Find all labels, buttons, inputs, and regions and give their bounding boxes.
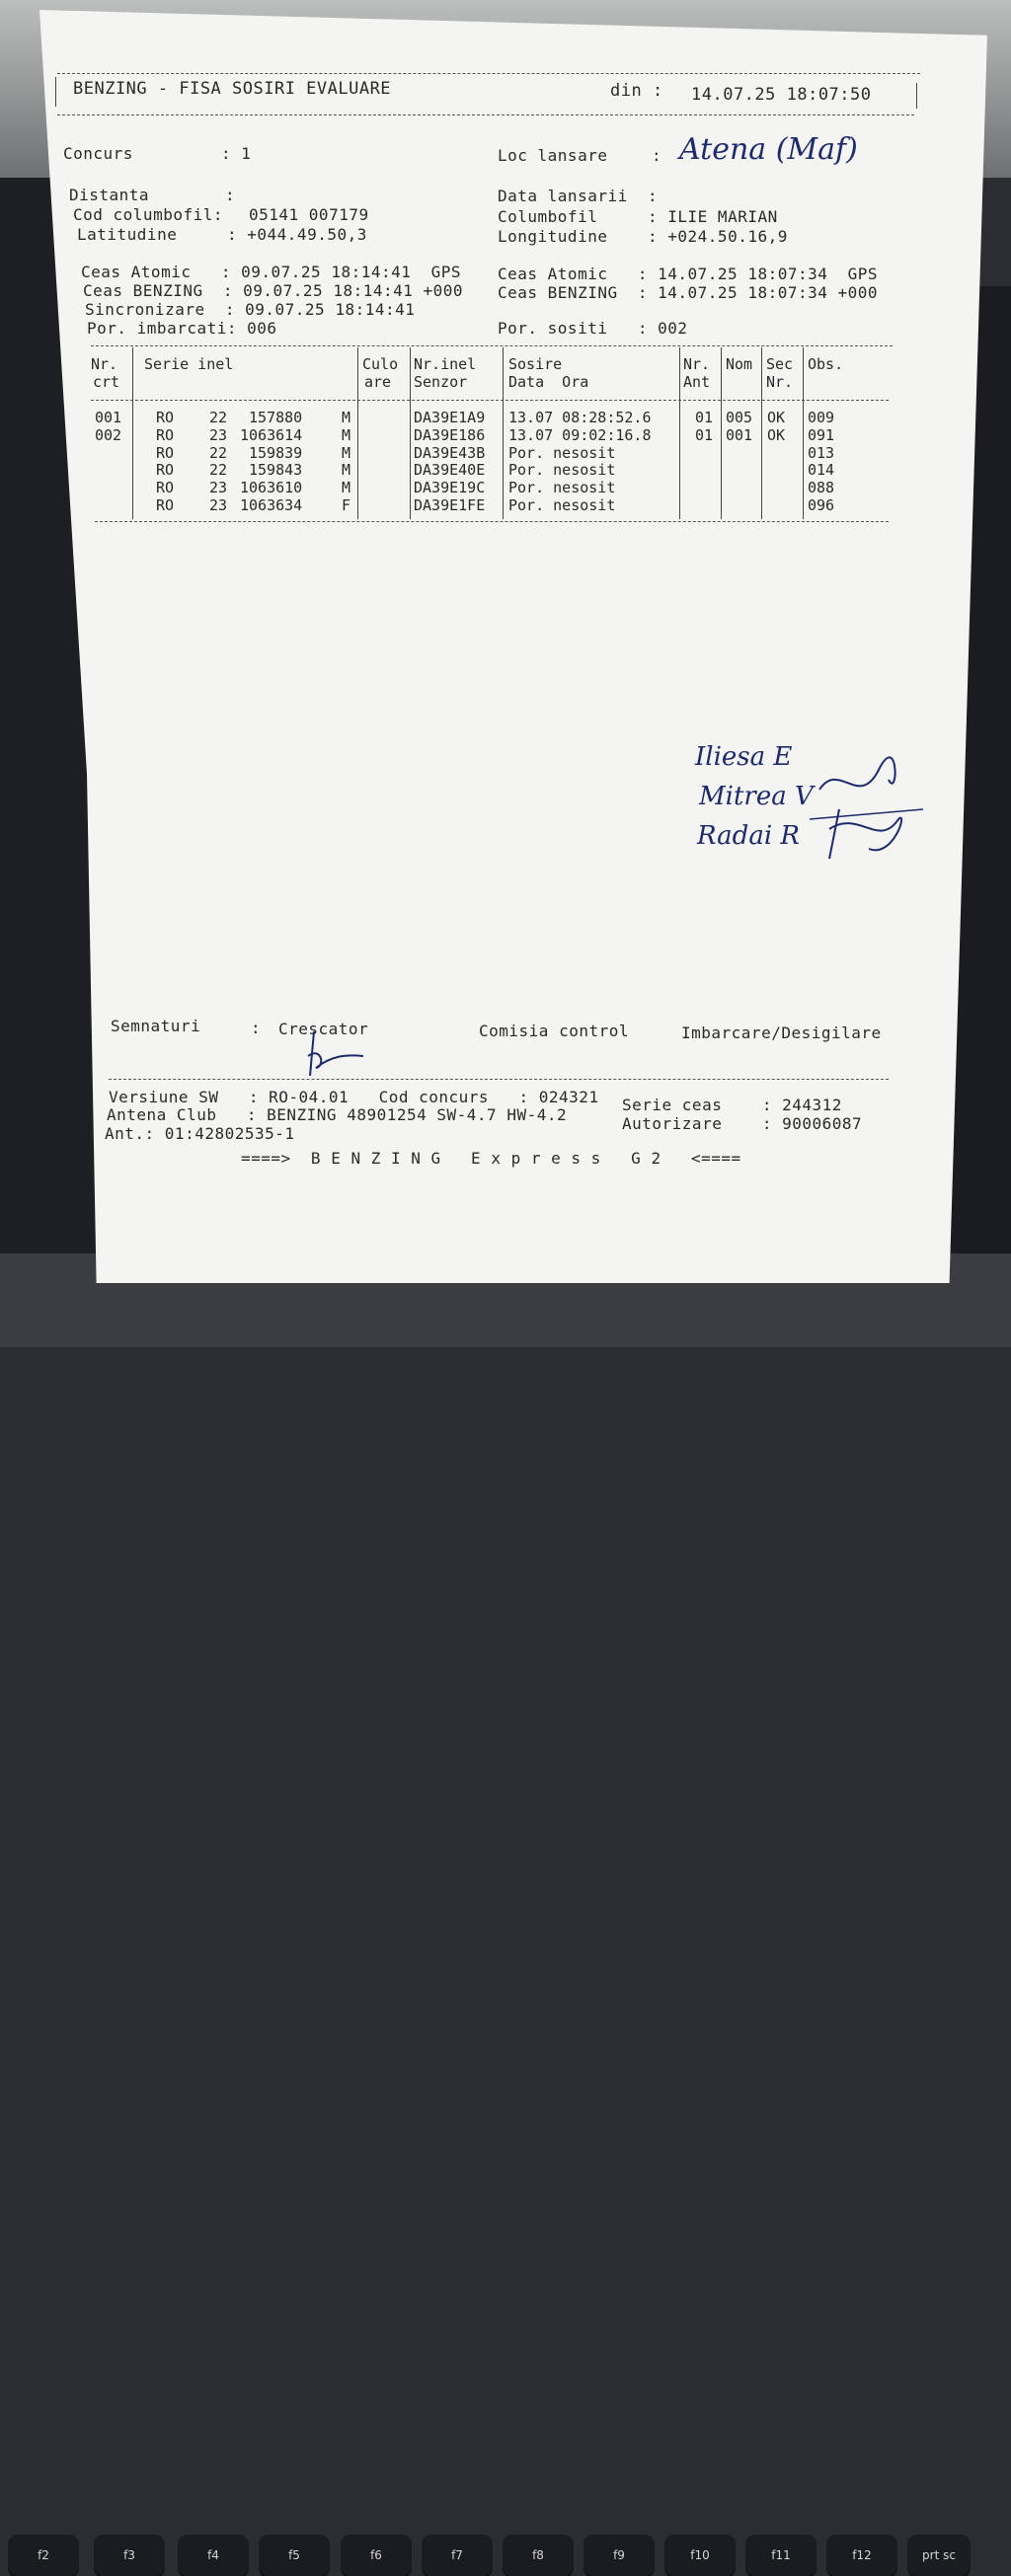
th-culo: Culo	[362, 355, 399, 373]
row-an: 23	[209, 496, 228, 514]
ceas-benzing-2: Ceas BENZING : 14.07.25 18:07:34 +000	[498, 283, 879, 302]
row-sex: M	[342, 461, 351, 479]
th-are: are	[364, 373, 392, 391]
row-nr: 002	[95, 426, 122, 444]
row-an: 22	[209, 461, 228, 479]
th-serie-inel: Serie inel	[144, 355, 234, 373]
key-f5: f5	[259, 2535, 330, 2576]
handwritten-name-2: Mitrea V	[699, 782, 814, 811]
th-data-ora: Data Ora	[508, 373, 589, 391]
loc-lansare-label: Loc lansare	[498, 146, 608, 165]
key-f10: f10	[664, 2535, 736, 2576]
col-sep-7	[761, 347, 762, 519]
row-sec: OK	[767, 409, 786, 426]
row-senzor: DA39E19C	[414, 479, 486, 496]
crescator-label: Crescator	[278, 1020, 369, 1038]
sincronizare: Sincronizare : 09.07.25 18:14:41	[85, 300, 416, 319]
latitudine-label: Latitudine	[77, 225, 178, 244]
distanta-label: Distanta	[69, 186, 150, 204]
col-sep-4	[503, 347, 504, 519]
columbofil-label: Columbofil	[498, 207, 598, 226]
th-sec-nr: Nr.	[766, 373, 794, 391]
row-inel: 1063614	[240, 426, 303, 444]
row-obs: 014	[808, 461, 835, 479]
row-obs: 013	[808, 444, 835, 462]
row-inel: 159839	[249, 444, 303, 462]
row-inel: 159843	[249, 461, 303, 479]
row-tara: RO	[156, 426, 175, 444]
col-sep-3	[410, 347, 411, 519]
por-imbarcati: Por. imbarcati: 006	[87, 319, 277, 338]
row-sex: M	[342, 409, 351, 426]
semnaturi-sep: :	[251, 1019, 262, 1037]
th-nr: Nr.	[91, 355, 118, 373]
footer-autorizare: Autorizare : 90006087	[622, 1114, 863, 1133]
th-sosire: Sosire	[508, 355, 563, 373]
row-inel: 157880	[249, 409, 303, 426]
row-inel: 1063610	[240, 479, 303, 496]
data-lansarii-label: Data lansarii	[498, 187, 628, 205]
key-f12: f12	[826, 2535, 897, 2576]
row-obs: 091	[808, 426, 835, 444]
header-left-border	[55, 77, 56, 107]
row-sosire: Por. nesosit	[508, 496, 616, 514]
th-nr-ant: Nr.	[683, 355, 711, 373]
row-sex: F	[342, 496, 351, 514]
footer-brand: ====> B E N Z I N G E x p r e s s G 2 <====	[241, 1149, 741, 1168]
key-f11: f11	[745, 2535, 817, 2576]
row-senzor: DA39E43B	[414, 444, 486, 462]
row-obs: 088	[808, 479, 835, 496]
row-tara: RO	[156, 444, 175, 462]
date-label: din :	[610, 81, 663, 101]
imbarcare-label: Imbarcare/Desigilare	[681, 1023, 882, 1042]
header-right-border	[916, 83, 917, 109]
footer-ant: Ant.: 01:42802535-1	[105, 1124, 295, 1143]
row-sosire: 13.07 09:02:16.8	[508, 426, 652, 444]
header-bottom-rule	[57, 114, 914, 115]
key-f3: f3	[94, 2535, 165, 2576]
ceas-benzing-1: Ceas BENZING : 09.07.25 18:14:41 +000	[83, 281, 464, 300]
footer-rule	[109, 1079, 889, 1080]
loc-lansare-handwritten: Atena (Maf)	[679, 132, 858, 167]
row-sex: M	[342, 426, 351, 444]
concurs-label: Concurs	[63, 144, 133, 163]
col-sep-2	[357, 347, 358, 519]
col-sep-1	[132, 347, 133, 519]
th-senzor: Senzor	[414, 373, 468, 391]
loc-lansare-sep: :	[652, 146, 662, 165]
row-an: 22	[209, 409, 228, 426]
row-sex: M	[342, 479, 351, 496]
cod-columbofil-value: 05141 007179	[249, 205, 369, 224]
ceas-atomic-1: Ceas Atomic : 09.07.25 18:14:41 GPS	[81, 263, 462, 281]
table-bottom-rule	[95, 521, 889, 522]
footer-serie-ceas: Serie ceas : 244312	[622, 1096, 842, 1114]
row-tara: RO	[156, 479, 175, 496]
table-header-rule	[91, 400, 889, 401]
row-nom: 001	[726, 426, 753, 444]
key-f8: f8	[503, 2535, 574, 2576]
key-f6: f6	[341, 2535, 412, 2576]
row-sosire: 13.07 08:28:52.6	[508, 409, 652, 426]
row-sosire: Por. nesosit	[508, 444, 616, 462]
key-f2: f2	[8, 2535, 79, 2576]
col-sep-8	[803, 347, 804, 519]
row-senzor: DA39E40E	[414, 461, 486, 479]
footer-antena: Antena Club : BENZING 48901254 SW-4.7 HW-4.2	[107, 1105, 568, 1124]
row-tara: RO	[156, 496, 175, 514]
latitudine-value: : +044.49.50,3	[227, 225, 367, 244]
semnaturi-label: Semnaturi	[111, 1017, 201, 1035]
cod-columbofil-label: Cod columbofil:	[73, 205, 223, 224]
th-sec: Sec	[766, 355, 794, 373]
longitudine-label: Longitudine	[498, 227, 608, 246]
th-nr-inel: Nr.inel	[414, 355, 477, 373]
concurs-value: : 1	[221, 144, 252, 163]
row-obs: 096	[808, 496, 835, 514]
key-prtsc: prt sc	[907, 2535, 971, 2576]
th-ant: Ant	[683, 373, 711, 391]
data-lansarii-value: :	[648, 187, 659, 205]
distanta-value: :	[225, 186, 236, 204]
por-sositi: Por. sositi : 002	[498, 319, 688, 338]
handwritten-name-3: Radai R	[697, 821, 800, 851]
crescator-signature	[296, 1026, 375, 1086]
row-an: 23	[209, 479, 228, 496]
key-f9: f9	[583, 2535, 655, 2576]
handwritten-name-1: Iliesa E	[695, 742, 793, 772]
row-sosire: Por. nesosit	[508, 479, 616, 496]
longitudine-value: : +024.50.16,9	[648, 227, 788, 246]
th-obs: Obs.	[808, 355, 844, 373]
row-sec: OK	[767, 426, 786, 444]
comisia-label: Comisia control	[479, 1022, 629, 1040]
col-sep-6	[721, 347, 722, 519]
row-sex: M	[342, 444, 351, 462]
th-crt: crt	[93, 373, 120, 391]
row-sosire: Por. nesosit	[508, 461, 616, 479]
row-nr: 001	[95, 409, 122, 426]
row-nom: 005	[726, 409, 753, 426]
signature-scribble	[800, 750, 928, 878]
row-inel: 1063634	[240, 496, 303, 514]
row-tara: RO	[156, 409, 175, 426]
row-senzor: DA39E1FE	[414, 496, 486, 514]
document-title: BENZING - FISA SOSIRI EVALUARE	[73, 79, 392, 99]
row-an: 23	[209, 426, 228, 444]
header-top-rule	[57, 73, 920, 74]
key-f7: f7	[422, 2535, 493, 2576]
th-nom: Nom	[726, 355, 753, 373]
row-senzor: DA39E186	[414, 426, 486, 444]
row-an: 22	[209, 444, 228, 462]
row-obs: 009	[808, 409, 835, 426]
row-ant: 01	[695, 409, 714, 426]
row-senzor: DA39E1A9	[414, 409, 486, 426]
footer-versiune: Versiune SW : RO-04.01 Cod concurs : 024321	[109, 1088, 599, 1106]
table-top-rule	[91, 345, 893, 346]
date-value: 14.07.25 18:07:50	[691, 85, 872, 105]
key-f4: f4	[178, 2535, 249, 2576]
row-ant: 01	[695, 426, 714, 444]
col-sep-5	[679, 347, 680, 519]
columbofil-value: : ILIE MARIAN	[648, 207, 778, 226]
row-tara: RO	[156, 461, 175, 479]
ceas-atomic-2: Ceas Atomic : 14.07.25 18:07:34 GPS	[498, 265, 879, 283]
